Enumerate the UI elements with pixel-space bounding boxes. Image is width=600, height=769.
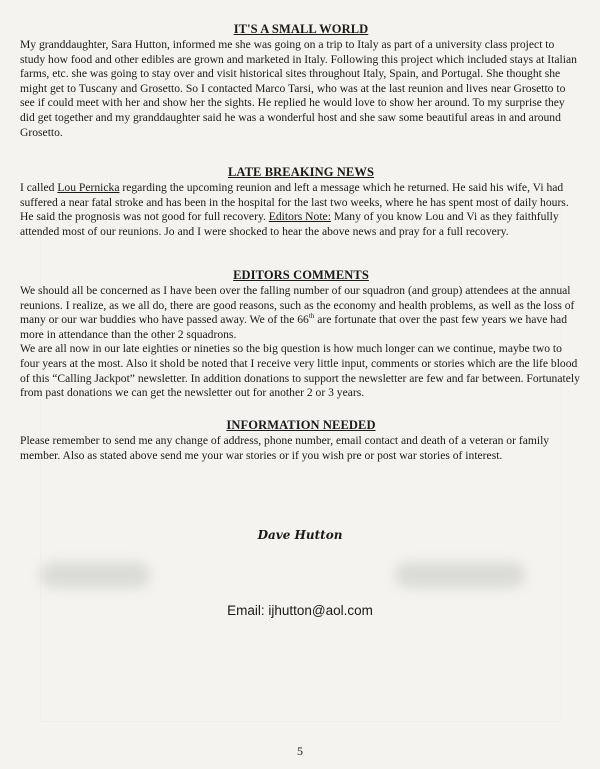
late-news-mid: regarding the upcoming reunion and left a message which he returned. He said his wife, Vi had suffered a near fatal stroke and has been in the hospital for the last two weeks, where he has spent most of daily hours. He said the prognosis was not good for full recovery. (20, 181, 569, 224)
information-needed-body: Please remember to send me any change of address, phone number, email contact and death of a veteran or family member. Also as stated above send me your war stories or if you wish pre or post war stories of interest. (20, 434, 550, 462)
redacted-area-left (40, 562, 150, 588)
late-news-heading: LATE BREAKING NEWS (227, 165, 375, 179)
information-needed-heading: INFORMATION NEEDED (226, 418, 376, 432)
late-news-body (20, 181, 582, 239)
editors-note-label: Editors Note: (268, 210, 331, 224)
small-world-body: My granddaughter, Sara Hutton, informed me she was going on a trip to Italy as part of a university class project to study how food and other edibles are grown and marketed in Italy. Following this project which included stays at Italian farms, etc. she was going to stay over and visit historical sites throughout Italy, Spain, and Portugal. She thought she might get to Tuscany and Grosetto. So I contacted Marco Tarsi, who was at the last reunion and lives near Grosetto to see if could meet with her and show her the sights. He replied he would love to show her around. To my surprise they did get together and my granddaughter said he was a wonderful host and she saw some beautiful areas in and around Grosetto. (20, 38, 577, 139)
page-number: 5 (297, 744, 303, 758)
signature: Dave Hutton (257, 528, 343, 542)
late-news-section (20, 165, 582, 239)
information-needed-section (20, 418, 582, 463)
editors-p1-text-b: are fortunate that over the past few years we have had more in attendance than the other 2 squadrons. (20, 313, 567, 341)
editors-comments-p2: We are all now in our late eighties or nineties so the big question is how much longer can we continue, maybe two to four years at the most. Also it shold be noted that I receive very little input, comments or stories which are the life blood of this “Calling Jackpot” newsletter. In addition donations to support the newsletter are few and far between. Fortunately from past donations we can get the newsletter out for another 2 or 3 years. (20, 342, 580, 400)
small-world-heading: IT'S A SMALL WORLD (233, 22, 369, 36)
editors-comments-section (20, 268, 582, 401)
editors-comments-heading: EDITORS COMMENTS (233, 268, 369, 282)
redacted-area-right (395, 562, 525, 588)
editors-comments-p1 (20, 284, 582, 342)
late-news-post: Many of you know Lou and Vi as they faithfully attended most of our reunions. Jo and I were shocked to hear the above news and pray for a full recovery. (20, 210, 559, 238)
late-news-pre: I called (20, 181, 58, 194)
lou-pernicka-name: Lou Pernicka (57, 181, 120, 194)
small-world-section (20, 22, 582, 140)
editors-p1-sup: th (308, 312, 315, 321)
email-line: Email: ijhutton@aol.com (227, 603, 373, 618)
editors-p1-text-a: We should all be concerned as I have been over the falling number of our squadron (and group) attendees at the annual reunions. I realize, as we all do, there are good reasons, such as the economy and health problems, as well as the loss of many or our war buddies who have passed away. We of the 66 (20, 284, 575, 327)
